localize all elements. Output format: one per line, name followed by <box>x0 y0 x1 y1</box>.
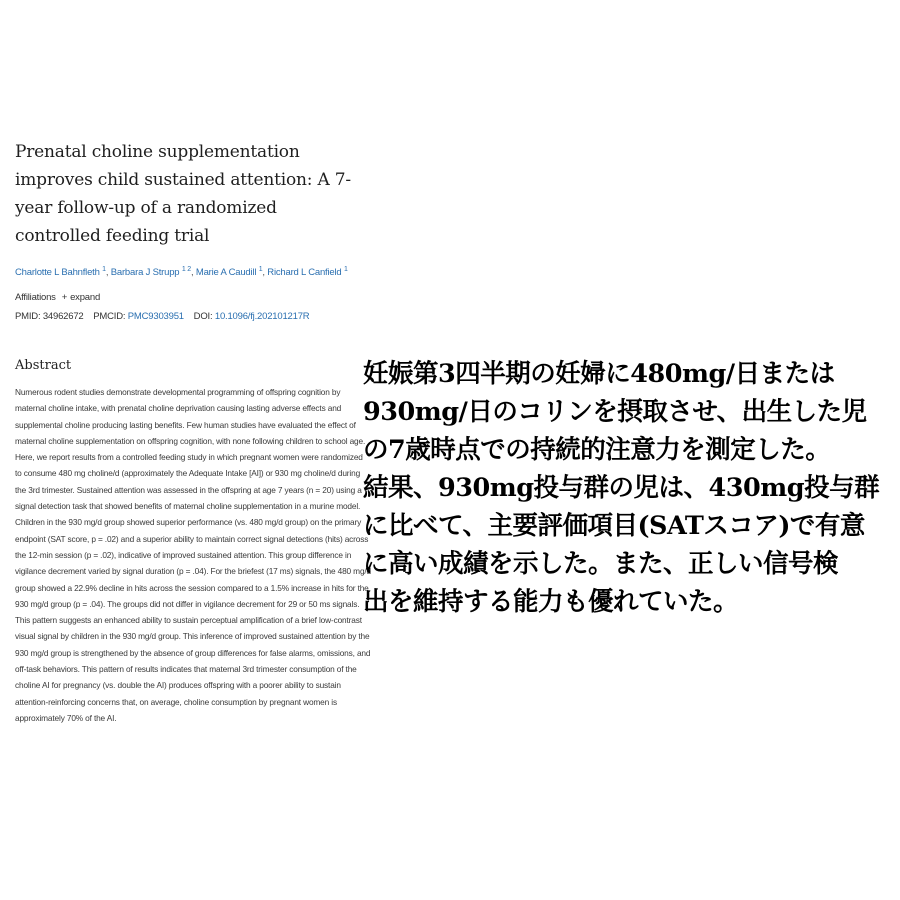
abstract-line: signal detection task that showed benefits of maternal choline supplementation in a murine model. <box>15 501 361 512</box>
affiliations-row <box>15 292 355 303</box>
abstract-line: 930 mg/d group is strengthened by the absence of group differences for false alarms, omissions, and <box>15 647 371 658</box>
identifiers-row <box>15 311 355 322</box>
abstract-line: This pattern suggests an enhanced ability to sustain perceptual amplification of a brief low-contrast <box>15 615 362 626</box>
abstract-line: endpoint (SAT score, p = .02) and a superior ability to maintain correct signal detections (hits) across <box>15 533 369 544</box>
abstract-line: Numerous rodent studies demonstrate developmental programming of offspring cognition by <box>15 386 341 397</box>
abstract-line: to consume 480 mg choline/d (approximately the Adequate Intake [AI]) or 930 mg choline/d during <box>15 468 361 479</box>
doi-link[interactable]: 10.1096/fj.202101217R <box>214 311 310 323</box>
author-link[interactable]: Barbara J Strupp <box>110 267 180 279</box>
annotation-line: 結果、930mg投与群の児は、430mg投与群 <box>363 473 880 503</box>
abstract-line: choline AI for pregnancy (vs. double the AI) produces offspring with a poorer ability to sustain <box>15 680 341 691</box>
abstract-heading: Abstract <box>15 358 72 374</box>
annotation-line: 妊娠第3四半期の妊婦に480mg/日または <box>363 359 835 389</box>
abstract-line: the 12-min session (p = .02), indicative of improved sustained attention. This group difference in <box>15 549 352 560</box>
pmid-label: PMID: <box>15 311 41 323</box>
author-link[interactable]: Charlotte L Bahnfleth <box>15 267 100 279</box>
doi-label: DOI: <box>193 311 213 323</box>
author-affiliation-ref[interactable]: 1 <box>343 266 348 273</box>
abstract-line: 930 mg/d group (p = .04). The groups did not differ in vigilance decrement for 29 or 50 ms signals. <box>15 598 360 609</box>
abstract-line: group showed a 22.9% decline in hits across the session compared to a 1.5% increase in hits for the <box>15 582 369 593</box>
abstract-line: vigilance decrement varied by signal duration (p = .04). For the briefest (17 ms) signals, the 480 mg/d <box>15 566 372 577</box>
annotation-line: に比べて、主要評価項目(SATスコア)で有意 <box>363 511 865 541</box>
abstract-line: maternal choline intake, with prenatal choline deprivation causing lasting adverse effects and <box>15 403 342 414</box>
abstract-line: Here, we report results from a controlled feeding study in which pregnant women were randomized <box>15 452 363 463</box>
annotation-line: に高い成績を示した。また、正しい信号検 <box>363 549 839 579</box>
abstract-line: attention-reinforcing concerns that, on average, choline consumption by pregnant women is <box>15 696 337 707</box>
pmcid-label: PMCID: <box>93 311 126 323</box>
expand-label: expand <box>70 292 101 304</box>
author-link[interactable]: Marie A Caudill <box>195 267 257 279</box>
expand-button[interactable] <box>62 292 100 303</box>
article-title: Prenatal choline supplementation improves child sustained attention: A 7-year follow-up of a randomized controlled feeding trial <box>15 142 351 246</box>
pmcid-link[interactable]: PMC9303951 <box>127 311 184 323</box>
plus-icon: + <box>61 292 68 304</box>
abstract-line: visual signal by children in the 930 mg/d group. This inference of improved sustained attention by the <box>15 631 370 642</box>
abstract-line: approximately 70% of the AI. <box>15 712 117 723</box>
annotation-line: 930mg/日のコリンを摂取させ、出生した児 <box>363 397 867 427</box>
affiliations-label: Affiliations <box>15 292 56 304</box>
author-affiliation-ref[interactable]: 1 <box>102 266 106 273</box>
author-list: Charlotte L Bahnfleth $^1$, Barbara J Strupp $^{1 2}$, Marie A Caudill $^1$, Richard L Canfield $^1$ <box>15 266 348 279</box>
abstract-line: the 3rd trimester. Sustained attention was assessed in the offspring at age 7 years (n = 20) using a <box>15 484 362 495</box>
abstract-text <box>15 384 372 726</box>
abstract-line: maternal choline supplementation on offspring cognition, with none following children to school age. <box>15 435 366 446</box>
author-link[interactable]: Richard L Canfield <box>267 267 342 279</box>
article-panel <box>15 138 372 726</box>
abstract-line: Children in the 930 mg/d group showed superior performance (vs. 480 mg/d group) on the primary <box>15 517 362 528</box>
annotation-line: の7歳時点での持続的注意力を測定した。 <box>363 435 831 465</box>
abstract-line: supplemental choline producing lasting benefits. Few human studies have evaluated the effect of <box>15 419 356 430</box>
author-affiliation-ref[interactable]: 1 2 <box>181 266 191 273</box>
japanese-summary-annotation <box>363 355 893 621</box>
annotation-line: 出を維持する能力も優れていた。 <box>363 587 739 617</box>
abstract-line: off-task behaviors. This pattern of results indicates that maternal 3rd trimester consumption of the <box>15 663 357 674</box>
author-affiliation-ref[interactable]: 1 <box>258 266 263 273</box>
pmid-value: 34962672 <box>42 311 84 323</box>
